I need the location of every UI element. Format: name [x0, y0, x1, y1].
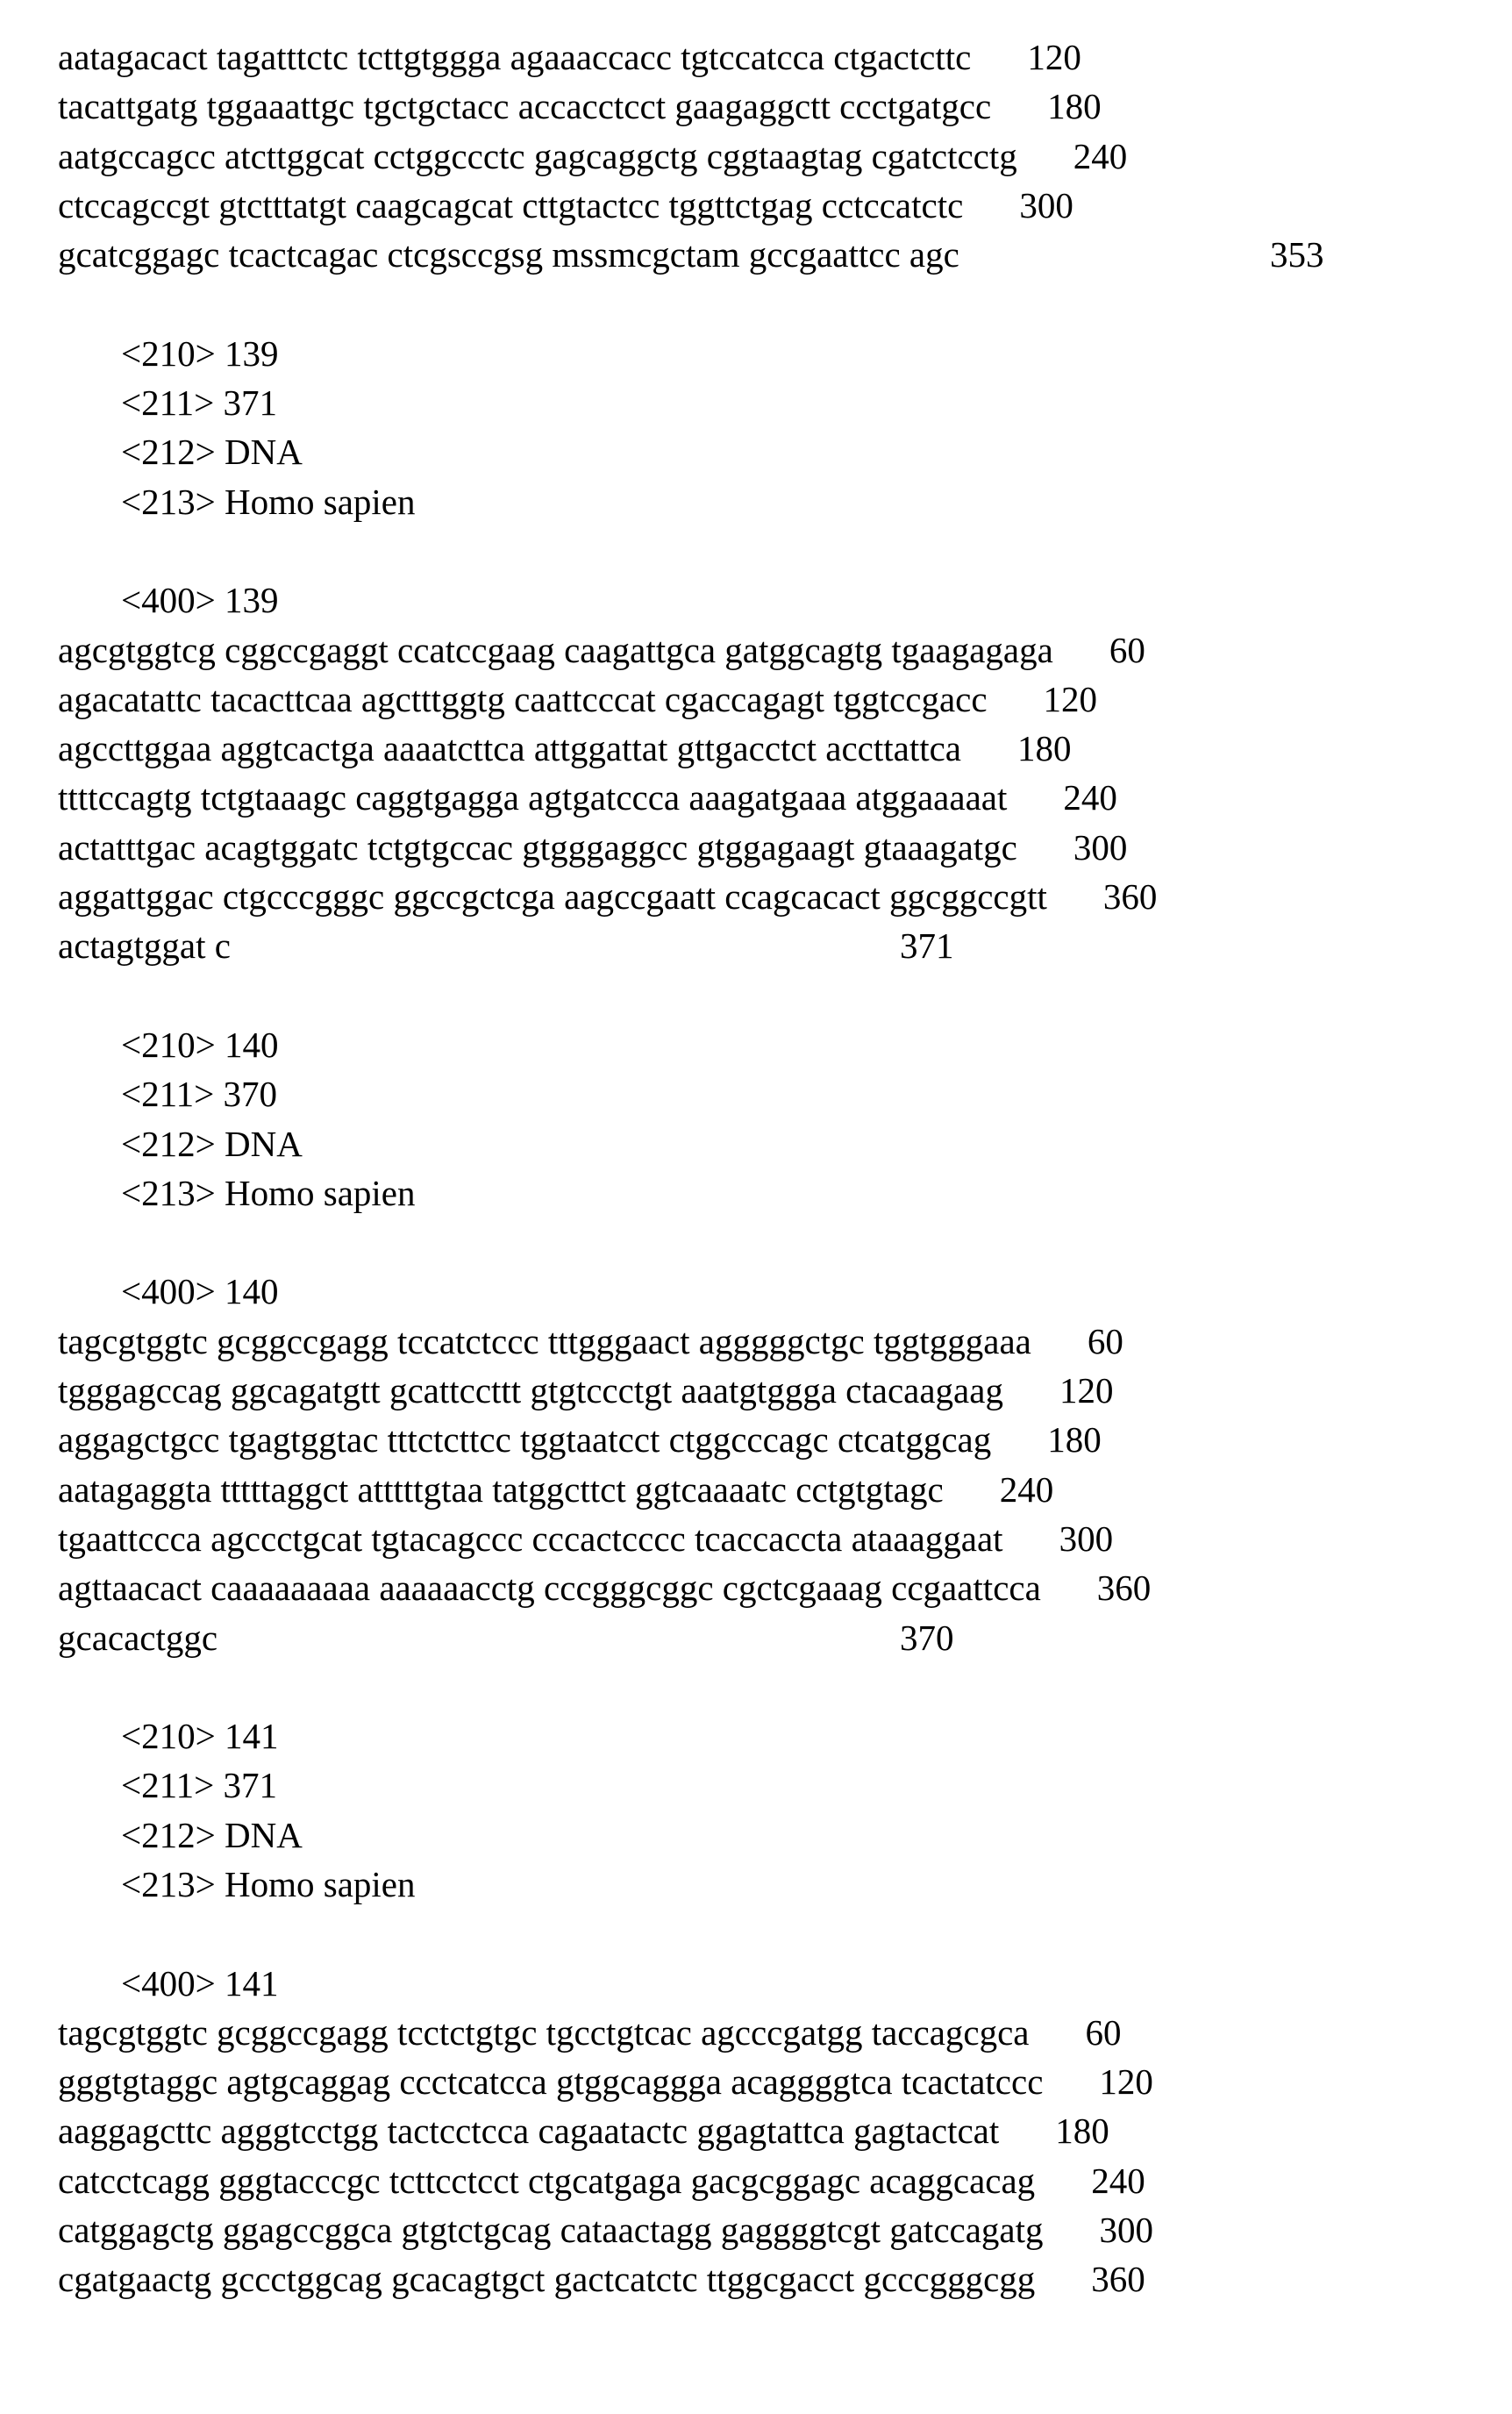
residue-count: 120: [1099, 2061, 1153, 2102]
residue-count: 180: [1055, 2110, 1109, 2151]
sequence-text: actagtggat c: [58, 925, 231, 966]
organism-field: [58, 1168, 1512, 1218]
sequence-line: [58, 2254, 1512, 2303]
sequence-header: [58, 1959, 1512, 2008]
sequence-text: aaggagcttc agggtcctgg tactcctcca cagaatactc ggagtattca gagtactcat: [58, 2110, 999, 2151]
residue-count: 240: [1063, 777, 1117, 818]
residue-count: 60: [1109, 630, 1145, 670]
sequence-text: catggagctg ggagccggca gtgtctgcag cataactagg gaggggtcgt gatccagatg: [58, 2210, 1044, 2250]
blank-line: [58, 1662, 1512, 1711]
field-tag: <400>: [121, 1271, 216, 1311]
sequence-line: [58, 872, 1512, 921]
residue-count: 360: [1103, 876, 1158, 917]
residue-count: 240: [1000, 1469, 1054, 1510]
sequence-line: [58, 773, 1512, 822]
seq-id-field: [58, 329, 1512, 378]
residue-count: 240: [1091, 2160, 1145, 2201]
field-value: DNA: [225, 1124, 303, 1164]
sequence-text: tgaattccca agccctgcat tgtacagccc cccactcccc tcaccaccta ataaaggaat: [58, 1518, 1003, 1559]
sequence-line: [58, 625, 1512, 675]
sequence-line: [58, 1563, 1512, 1612]
length-field: [58, 378, 1512, 427]
residue-count: 240: [1073, 136, 1128, 176]
field-value: DNA: [225, 432, 303, 472]
field-tag: <211>: [121, 1765, 214, 1805]
field-value: 371: [223, 1765, 277, 1805]
residue-count: 180: [1047, 86, 1102, 126]
residue-count: 371: [900, 921, 954, 970]
sequence-line: [58, 2106, 1512, 2155]
field-tag: <213>: [121, 1173, 216, 1213]
field-value: 140: [225, 1025, 279, 1065]
field-value: 371: [223, 382, 277, 423]
field-value: 141: [225, 1716, 279, 1756]
organism-field: [58, 1860, 1512, 1909]
residue-count: 353: [1270, 230, 1324, 279]
residue-count: 180: [1047, 1419, 1102, 1460]
sequence-text: aggagctgcc tgagtggtac tttctcttcc tggtaatcct ctggcccagc ctcatggcag: [58, 1419, 991, 1460]
residue-count: 180: [1017, 728, 1072, 768]
length-field: [58, 1069, 1512, 1118]
blank-line: [58, 971, 1512, 1020]
field-value: Homo sapien: [225, 1173, 416, 1213]
residue-count: 300: [1019, 185, 1073, 225]
sequence-text: tacattgatg tggaaattgc tgctgctacc accacctcct gaagaggctt ccctgatgcc: [58, 86, 991, 126]
sequence-text: agacatattc tacacttcaa agctttggtg caattcccat cgaccagagt tggtccgacc: [58, 679, 988, 719]
sequence-header: [58, 1267, 1512, 1316]
field-value: 139: [225, 580, 279, 620]
sequence-line: [58, 132, 1512, 181]
sequence-line: [58, 1317, 1512, 1366]
sequence-text: agttaacact caaaaaaaaa aaaaaacctg cccgggcggc cgctcgaaag ccgaattcca: [58, 1568, 1041, 1608]
sequence-line: [58, 181, 1512, 230]
sequence-line: [58, 1415, 1512, 1464]
residue-count: 370: [900, 1613, 954, 1662]
type-field: [58, 1119, 1512, 1168]
field-tag: <212>: [121, 432, 216, 472]
residue-count: 120: [1044, 679, 1098, 719]
field-tag: <210>: [121, 333, 216, 374]
sequence-line: [58, 1613, 1512, 1662]
organism-field: [58, 477, 1512, 526]
residue-count: 120: [1027, 37, 1081, 77]
sequence-line: [58, 32, 1512, 82]
sequence-text: aatagaggta tttttaggct atttttgtaa tatggcttct ggtcaaaatc cctgtgtagc: [58, 1469, 944, 1510]
sequence-text: catcctcagg gggtacccgc tcttcctcct ctgcatgaga gacgcggagc acaggcacag: [58, 2160, 1035, 2201]
residue-count: 300: [1059, 1518, 1114, 1559]
field-tag: <400>: [121, 1963, 216, 2003]
field-value: Homo sapien: [225, 482, 416, 522]
sequence-text: ttttccagtg tctgtaaagc caggtgagga agtgatccca aaagatgaaa atggaaaaat: [58, 777, 1007, 818]
field-value: 370: [223, 1074, 277, 1114]
sequence-line: [58, 2156, 1512, 2205]
blank-line: [58, 279, 1512, 328]
seq-id-field: [58, 1711, 1512, 1761]
sequence-line: [58, 82, 1512, 131]
field-tag: <211>: [121, 382, 214, 423]
sequence-text: aggattggac ctgcccgggc ggccgctcga aagccgaatt ccagcacact ggcggccgtt: [58, 876, 1047, 917]
blank-line: [58, 1909, 1512, 1958]
sequence-line: [58, 2205, 1512, 2254]
sequence-header: [58, 575, 1512, 625]
sequence-listing-page: [58, 32, 1512, 2304]
field-tag: <212>: [121, 1815, 216, 1855]
sequence-line: [58, 1366, 1512, 1415]
sequence-text: tagcgtggtc gcggccgagg tccatctccc tttgggaact agggggctgc tggtgggaaa: [58, 1321, 1031, 1361]
sequence-line: [58, 921, 1512, 970]
field-tag: <211>: [121, 1074, 214, 1114]
field-tag: <400>: [121, 580, 216, 620]
sequence-text: agcgtggtcg cggccgaggt ccatccgaag caagattgca gatggcagtg tgaagagaga: [58, 630, 1053, 670]
blank-line: [58, 526, 1512, 575]
sequence-text: agccttggaa aggtcactga aaaatcttca attggattat gttgacctct accttattca: [58, 728, 961, 768]
sequence-text: aatgccagcc atcttggcat cctggccctc gagcaggctg cggtaagtag cgatctcctg: [58, 136, 1017, 176]
sequence-line: [58, 823, 1512, 872]
sequence-line: [58, 1514, 1512, 1563]
sequence-line: [58, 1465, 1512, 1514]
sequence-line: [58, 675, 1512, 724]
field-tag: <212>: [121, 1124, 216, 1164]
sequence-line: [58, 2057, 1512, 2106]
field-value: 140: [225, 1271, 279, 1311]
residue-count: 60: [1085, 2012, 1121, 2053]
sequence-text: gcacactggc: [58, 1618, 218, 1658]
residue-count: 120: [1059, 1370, 1114, 1411]
sequence-line: [58, 230, 1512, 279]
residue-count: 300: [1100, 2210, 1154, 2250]
field-tag: <213>: [121, 1864, 216, 1904]
sequence-text: aatagacact tagatttctc tcttgtggga agaaaccacc tgtccatcca ctgactcttc: [58, 37, 971, 77]
field-value: 139: [225, 333, 279, 374]
residue-count: 60: [1088, 1321, 1123, 1361]
residue-count: 360: [1091, 2259, 1145, 2299]
sequence-line: [58, 724, 1512, 773]
sequence-text: gcatcggagc tcactcagac ctcgsccgsg mssmcgctam gccgaattcc agc: [58, 234, 959, 275]
sequence-text: ctccagccgt gtctttatgt caagcagcat cttgtactcc tggttctgag cctccatctc: [58, 185, 963, 225]
field-value: 141: [225, 1963, 279, 2003]
field-value: Homo sapien: [225, 1864, 416, 1904]
sequence-text: cgatgaactg gccctggcag gcacagtgct gactcatctc ttggcgacct gcccgggcgg: [58, 2259, 1035, 2299]
field-tag: <210>: [121, 1025, 216, 1065]
sequence-text: actatttgac acagtggatc tctgtgccac gtgggaggcc gtggagaagt gtaaagatgc: [58, 827, 1017, 868]
seq-id-field: [58, 1020, 1512, 1069]
residue-count: 300: [1073, 827, 1128, 868]
residue-count: 360: [1097, 1568, 1152, 1608]
type-field: [58, 427, 1512, 476]
field-tag: <210>: [121, 1716, 216, 1756]
field-value: DNA: [225, 1815, 303, 1855]
blank-line: [58, 1218, 1512, 1267]
sequence-text: gggtgtaggc agtgcaggag ccctcatcca gtggcaggga acaggggtca tcactatccc: [58, 2061, 1043, 2102]
type-field: [58, 1810, 1512, 1860]
field-tag: <213>: [121, 482, 216, 522]
sequence-line: [58, 2008, 1512, 2057]
length-field: [58, 1761, 1512, 1810]
sequence-text: tgggagccag ggcagatgtt gcattccttt gtgtccctgt aaatgtggga ctacaagaag: [58, 1370, 1003, 1411]
sequence-text: tagcgtggtc gcggccgagg tcctctgtgc tgcctgtcac agcccgatgg taccagcgca: [58, 2012, 1029, 2053]
